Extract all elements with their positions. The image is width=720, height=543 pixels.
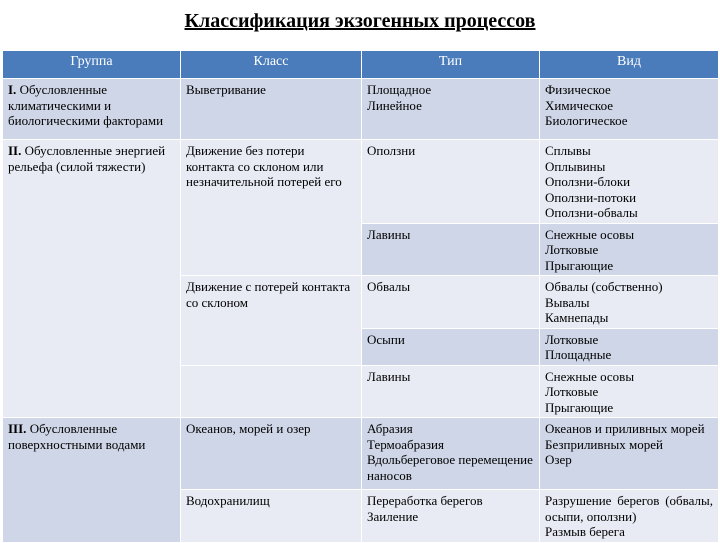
header-kind: Вид: [540, 51, 719, 79]
table-row: [3, 140, 719, 224]
header-class: Класс: [181, 51, 362, 79]
class-cell: Водохранилищ: [181, 490, 362, 543]
group-text: Обусловленные климатическими и биологическими факторами: [8, 82, 164, 128]
type-cell: Абразия Термоабразия Вдольбереговое перемещение наносов: [362, 418, 540, 490]
class-cell: Выветривание: [181, 79, 362, 140]
group-text: Обусловленные энергией рельефа (силой тяжести): [8, 143, 166, 174]
kind-cell: Снежные осовы Лотковые Прыгающие: [540, 223, 719, 276]
header-type: Тип: [362, 51, 540, 79]
type-cell: Оползни: [362, 140, 540, 224]
group-text: Обусловленные поверхностными водами: [8, 421, 146, 452]
group-number: II.: [8, 143, 22, 158]
page-title: Классификация экзогенных процессов: [184, 10, 536, 32]
kind-cell: Снежные осовы Лотковые Прыгающие: [540, 365, 719, 418]
kind-cell: Разрушение берегов (обвалы, осыпи, оползни) Размыв берега: [540, 490, 719, 543]
type-cell: Обвалы: [362, 276, 540, 329]
type-cell: Осыпи: [362, 328, 540, 365]
class-cell: Движение с потерей контакта со склоном: [181, 276, 362, 366]
kind-cell: Физическое Химическое Биологическое: [540, 79, 719, 140]
type-cell: Переработка берегов Заиление: [362, 490, 540, 543]
group-number: III.: [8, 421, 27, 436]
header-group: Группа: [3, 51, 181, 79]
type-cell: Лавины: [362, 223, 540, 276]
table-row: [3, 418, 719, 490]
class-cell: Океанов, морей и озер: [181, 418, 362, 490]
group-cell: [3, 140, 181, 418]
type-cell: Площадное Линейное: [362, 79, 540, 140]
classification-table: [2, 50, 719, 543]
type-cell: Лавины: [362, 365, 540, 418]
class-cell: Движение без потери контакта со склоном или незначительной потерей его: [181, 140, 362, 276]
group-number: I.: [8, 82, 17, 97]
class-cell-empty: [181, 365, 362, 418]
kind-cell: Лотковые Площадные: [540, 328, 719, 365]
group-cell: [3, 418, 181, 543]
kind-cell: Обвалы (собственно) Вывалы Камнепады: [540, 276, 719, 329]
kind-cell: Океанов и приливных морей Безприливных морей Озер: [540, 418, 719, 490]
table-row: [3, 79, 719, 140]
kind-cell: Сплывы Оплывины Оползни-блоки Оползни-потоки Оползни-обвалы: [540, 140, 719, 224]
table-header-row: [3, 51, 719, 79]
group-cell: [3, 79, 181, 140]
